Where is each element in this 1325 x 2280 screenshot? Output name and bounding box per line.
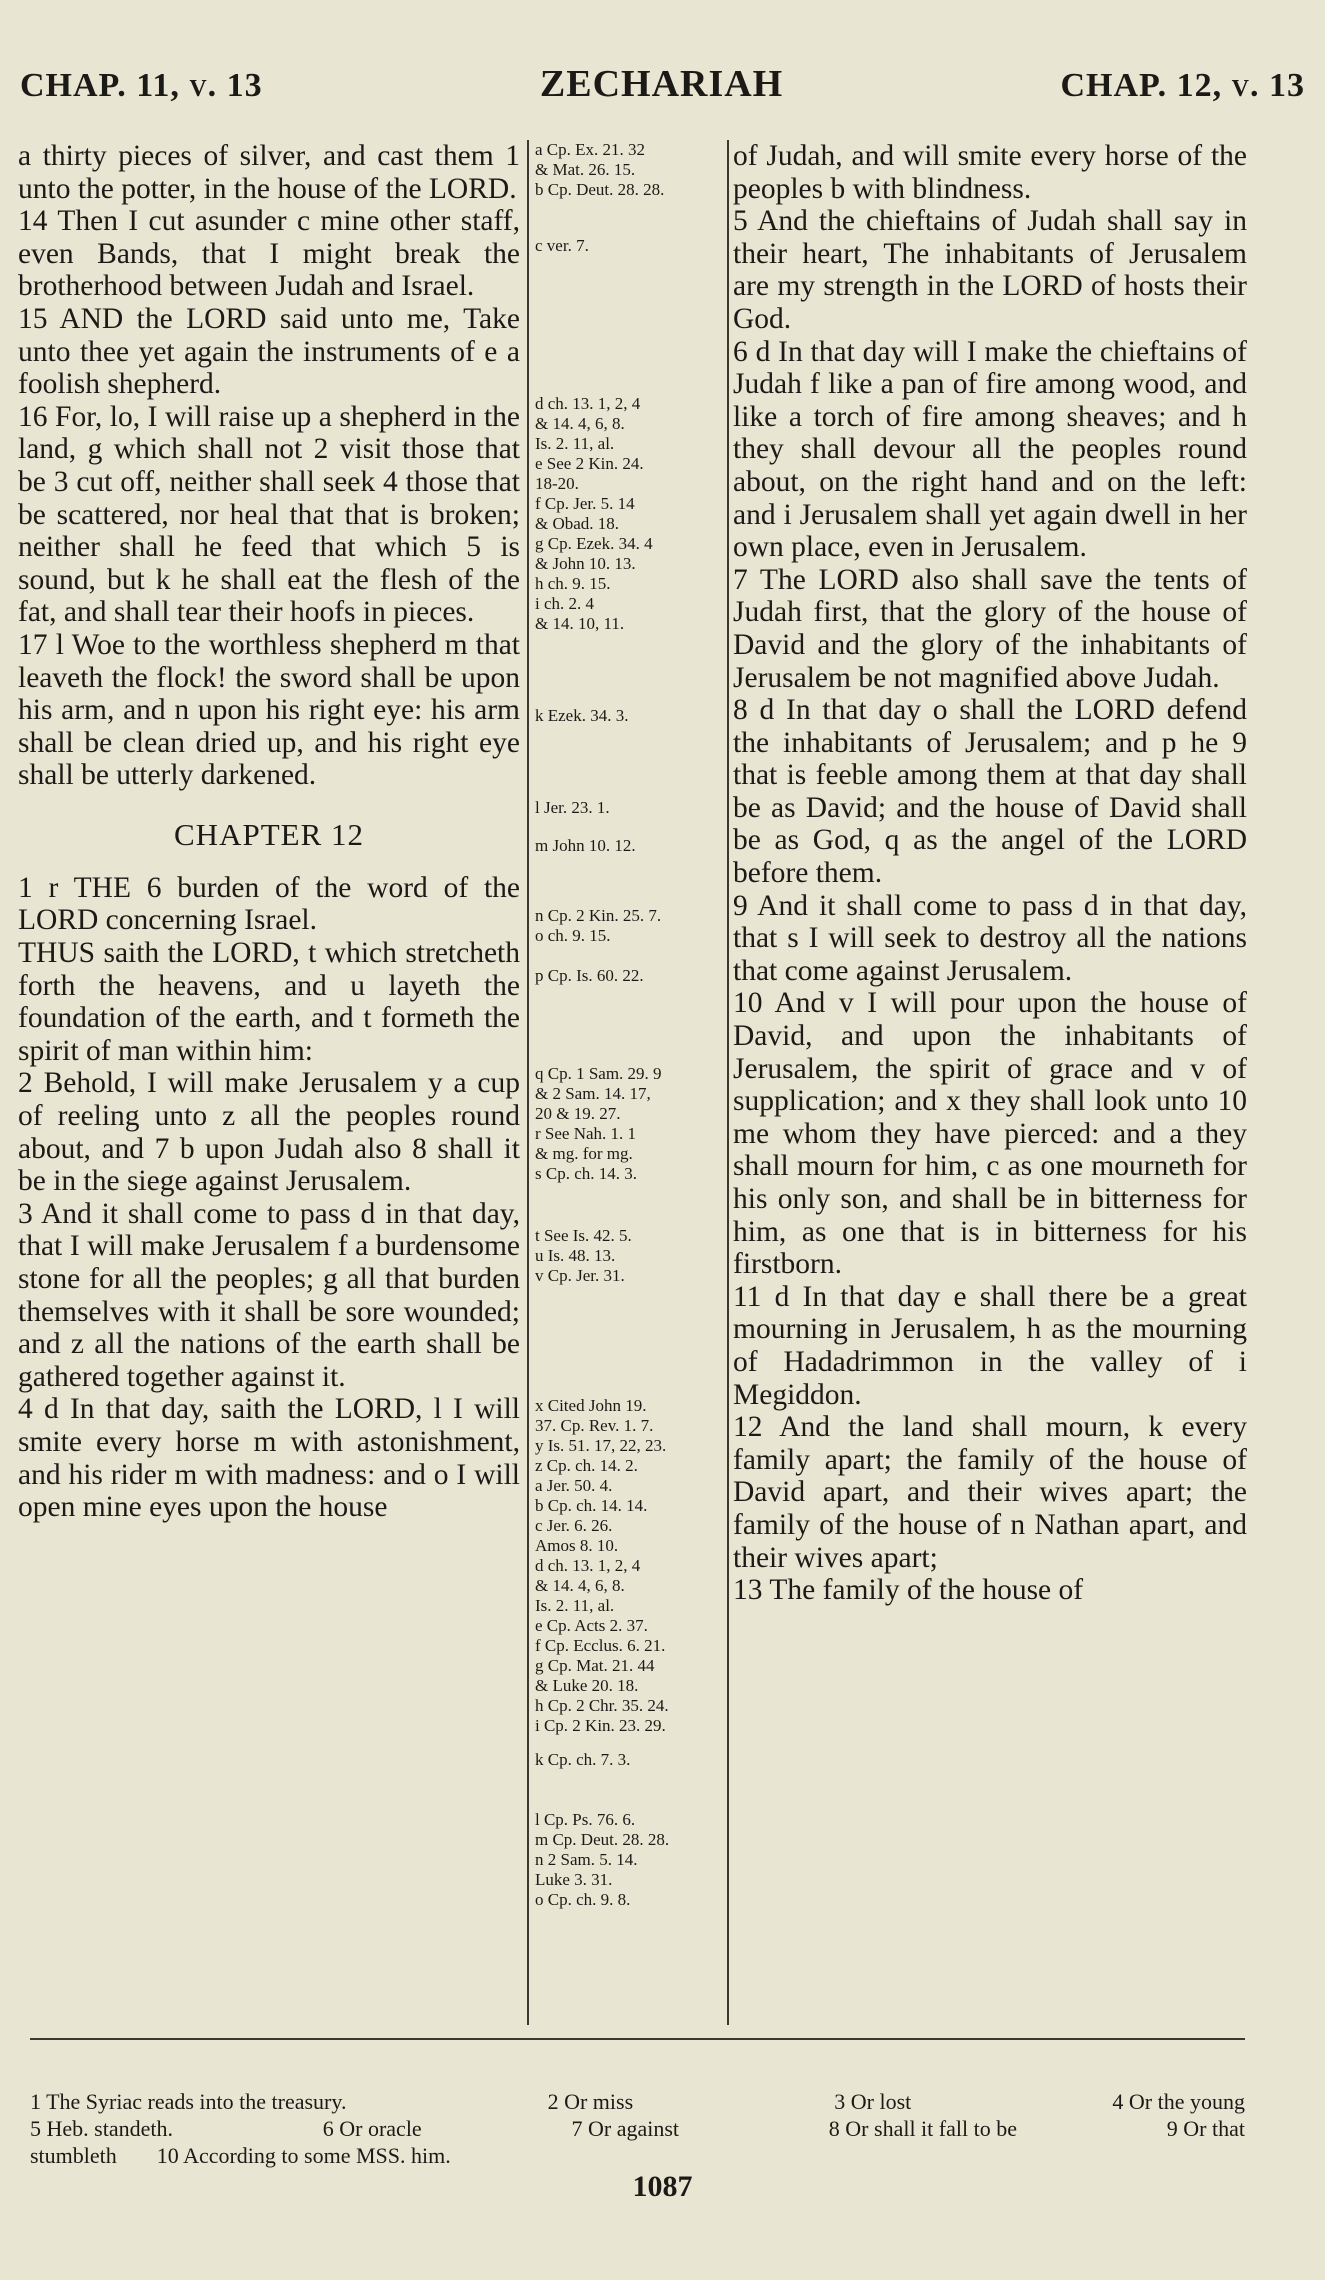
ref-line: c Jer. 6. 26. [535,1516,613,1535]
ref-line: o ch. 9. 15. [535,926,611,945]
ref-line: r See Nah. 1. 1 [535,1124,637,1143]
ref-group [535,906,723,986]
header-right-reference: CHAP. 12, v. 13 [1060,67,1305,104]
ref-line: l Cp. Ps. 76. 6. [535,1810,636,1829]
ref-line: & 14. 4, 6, 8. [535,1576,625,1595]
footnote: 4 Or the young [1112,2089,1245,2114]
ref-group [535,798,723,856]
ref-line: & Luke 20. 18. [535,1676,639,1695]
verse-paragraph: 2 Behold, I will make Jerusalem y a cup of reeling unto z all the peoples round about, and 7 b upon Judah also 8 shall it be in the siege against Jerusalem. [18,1067,520,1198]
footnote: 3 Or lost [834,2089,912,2114]
footnote: 7 Or against [571,2116,680,2141]
verse-paragraph: 13 The family of the house of [733,1574,1084,1607]
ref-line: 18-20. [535,474,579,493]
verse-paragraph: 7 The LORD also shall save the tents of Judah first, that the glory of the house of David and the glory of the inhabitants of Jerusalem be not magnified above Judah. [733,563,1247,694]
ref-line: & Obad. 18. [535,514,620,533]
verse-paragraph: 4 d In that day, saith the LORD, l I will smite every horse m with astonishment, and his rider m with madness: and o I will open mine eyes upon the house [18,1393,520,1524]
ref-group [535,1226,723,1286]
verse-paragraph: 9 And it shall come to pass d in that day, that s I will seek to destroy all the nations that come against Jerusalem. [733,889,1247,987]
ref-line: 20 & 19. 27. [535,1104,621,1123]
ref-line: l Jer. 23. 1. [535,798,610,817]
footnote: 10 According to some MSS. him. [156,2143,451,2168]
ref-line: g Cp. Mat. 21. 44 [535,1656,655,1675]
ref-line: & 14. 4, 6, 8. [535,414,625,433]
footnote-rule [30,2038,1245,2040]
book-title: ZECHARIAH [539,63,784,105]
ref-line: o Cp. ch. 9. 8. [535,1890,631,1909]
right-text-column [733,140,1247,2020]
header-left-reference: CHAP. 11, v. 13 [20,67,263,104]
footnote: 5 Heb. standeth. [30,2116,173,2141]
footnote: 2 Or miss [547,2089,634,2114]
footnote-row [30,2142,1245,2169]
ref-line: Is. 2. 11, al. [535,434,615,453]
ref-group [535,706,723,726]
ref-line: g Cp. Ezek. 34. 4 [535,534,653,553]
footnote: 6 Or oracle [322,2116,422,2141]
ref-line: i Cp. 2 Kin. 23. 29. [535,1716,666,1735]
ref-group [535,1064,723,1184]
ref-line: h ch. 9. 15. [535,574,611,593]
ref-line: b Cp. Deut. 28. 28. [535,180,665,199]
cross-reference-column [535,140,723,2020]
verse-paragraph: of Judah, and will smite every horse of the peoples b with blindness. [733,140,1247,205]
column-divider-left [527,140,529,2025]
ref-line: q Cp. 1 Sam. 29. 9 [535,1064,662,1083]
ref-line: & mg. for mg. [535,1144,633,1163]
ref-group [535,140,723,200]
left-text-column [18,140,520,2020]
ref-line: & 2 Sam. 14. 17, [535,1084,651,1103]
ref-line: x Cited John 19. [535,1396,647,1415]
verse-paragraph: 16 For, lo, I will raise up a shepherd in the land, g which shall not 2 visit those that be 3 cut off, neither shall seek 4 those that be scattered, nor heal that that is broken; neither shall he feed that which 5 is sound, but k he shall eat the flesh of the fat, and shall tear their hoofs in pieces. [18,400,520,629]
verse-paragraph: 14 Then I cut asunder c mine other staff, even Bands, that I might break the brotherhood between Judah and Israel. [18,205,520,303]
verse-paragraph: 3 And it shall come to pass d in that day, that I will make Jerusalem f a burdensome stone for all the peoples; g all that burden themselves with it shall be sore wounded; and z all the nations of the earth shall be gathered together against it. [18,1197,520,1393]
page-number: 1087 [632,2170,693,2203]
ref-line: f Cp. Ecclus. 6. 21. [535,1636,666,1655]
ref-line: f Cp. Jer. 5. 14 [535,494,635,513]
verse-paragraph: 8 d In that day o shall the LORD defend the inhabitants of Jerusalem; and p he 9 that is feeble among them at that day shall be as David; and the house of David shall be as God, q as the angel of the LORD before them. [733,694,1247,890]
ref-line: n 2 Sam. 5. 14. [535,1850,638,1869]
footnote: 8 Or shall it fall to be [828,2116,1017,2141]
ref-line: m John 10. 12. [535,836,636,855]
ref-line: i ch. 2. 4 [535,594,595,613]
ref-line: c ver. 7. [535,236,589,255]
ref-line: Is. 2. 11, al. [535,1596,615,1615]
ref-line: k Ezek. 34. 3. [535,706,629,725]
ref-line: a Cp. Ex. 21. 32 [535,140,646,159]
ref-line: e See 2 Kin. 24. [535,454,644,473]
ref-line: n Cp. 2 Kin. 25. 7. [535,906,662,925]
ref-group [535,1810,723,1910]
verse-paragraph: 17 l Woe to the worthless shepherd m that leaveth the flock! the sword shall be upon his arm, and n upon his right eye: his arm shall be clean dried up, and his right eye shall be utterly darkened. [18,628,520,792]
footnote: 9 Or that [1166,2116,1245,2141]
footnote: stumbleth [30,2143,117,2168]
ref-group [535,236,723,256]
ref-line: p Cp. Is. 60. 22. [535,966,644,985]
ref-line: k Cp. ch. 7. 3. [535,1750,631,1769]
ref-line: & 14. 10, 11. [535,614,625,633]
footnote-row [30,2088,1245,2115]
verse-paragraph: a thirty pieces of silver, and cast them 1 unto the potter, in the house of the LORD. [18,140,520,205]
ref-line: b Cp. ch. 14. 14. [535,1496,648,1515]
ref-line: Luke 3. 31. [535,1870,613,1889]
ref-line: d ch. 13. 1, 2, 4 [535,1556,641,1575]
verse-paragraph: 11 d In that day e shall there be a great mourning in Jerusalem, h as the mourning of Hadadrimmon in the valley of i Megiddon. [733,1280,1247,1411]
verse-paragraph: 12 And the land shall mourn, k every family apart; the family of the house of David apart, and their wives apart; the family of the house of n Nathan apart, and their wives apart; [733,1411,1247,1574]
ref-line: a Jer. 50. 4. [535,1476,613,1495]
ref-line: u Is. 48. 13. [535,1246,616,1265]
verse-paragraph: 6 d In that day will I make the chieftains of Judah f like a pan of fire among wood, and like a torch of fire among sheaves; and h they shall devour all the peoples round about, on the right hand and on the left: and i Jerusalem shall yet again dwell in her own place, even in Jerusalem. [733,335,1247,564]
verse-paragraph: 1 r THE 6 burden of the word of the LORD concerning Israel. [18,871,520,937]
column-divider-right [727,140,729,2025]
ref-line: h Cp. 2 Chr. 35. 24. [535,1696,669,1715]
verse-paragraph: 5 And the chieftains of Judah shall say in their heart, The inhabitants of Jerusalem are my strength in the LORD of hosts their God. [733,205,1247,335]
ref-line: 37. Cp. Rev. 1. 7. [535,1416,654,1435]
running-header [20,62,1305,122]
ref-group [535,394,723,634]
ref-line: t See Is. 42. 5. [535,1226,632,1245]
ref-line: m Cp. Deut. 28. 28. [535,1830,670,1849]
ref-line: Amos 8. 10. [535,1536,619,1555]
ref-line: z Cp. ch. 14. 2. [535,1456,638,1475]
footnotes [30,2088,1245,2169]
chapter-heading: CHAPTER 12 [174,816,364,852]
ref-line: e Cp. Acts 2. 37. [535,1616,648,1635]
footnote: 1 The Syriac reads into the treasury. [30,2089,347,2114]
ref-line: y Is. 51. 17, 22, 23. [535,1436,667,1455]
ref-line: & Mat. 26. 15. [535,160,636,179]
footnote-row [30,2115,1245,2142]
verse-paragraph: THUS saith the LORD, t which stretcheth forth the heavens, and u layeth the foundation of the earth, and t formeth the spirit of man within him: [18,937,520,1067]
ref-line: d ch. 13. 1, 2, 4 [535,394,641,413]
verse-paragraph: 10 And v I will pour upon the house of David, and upon the inhabitants of Jerusalem, the spirit of grace and v of supplication; and x they shall look unto 10 me whom they have pierced: and a they shall mourn for him, c as one mourneth for his only son, and shall be in bitterness for him, as one that is in bitterness for his firstborn. [733,987,1247,1281]
verse-paragraph: 15 AND the LORD said unto me, Take unto thee yet again the instruments of e a foolish shepherd. [18,302,520,401]
ref-group [535,1396,723,1770]
ref-line: s Cp. ch. 14. 3. [535,1164,637,1183]
ref-line: v Cp. Jer. 31. [535,1266,625,1285]
ref-line: & John 10. 13. [535,554,636,573]
